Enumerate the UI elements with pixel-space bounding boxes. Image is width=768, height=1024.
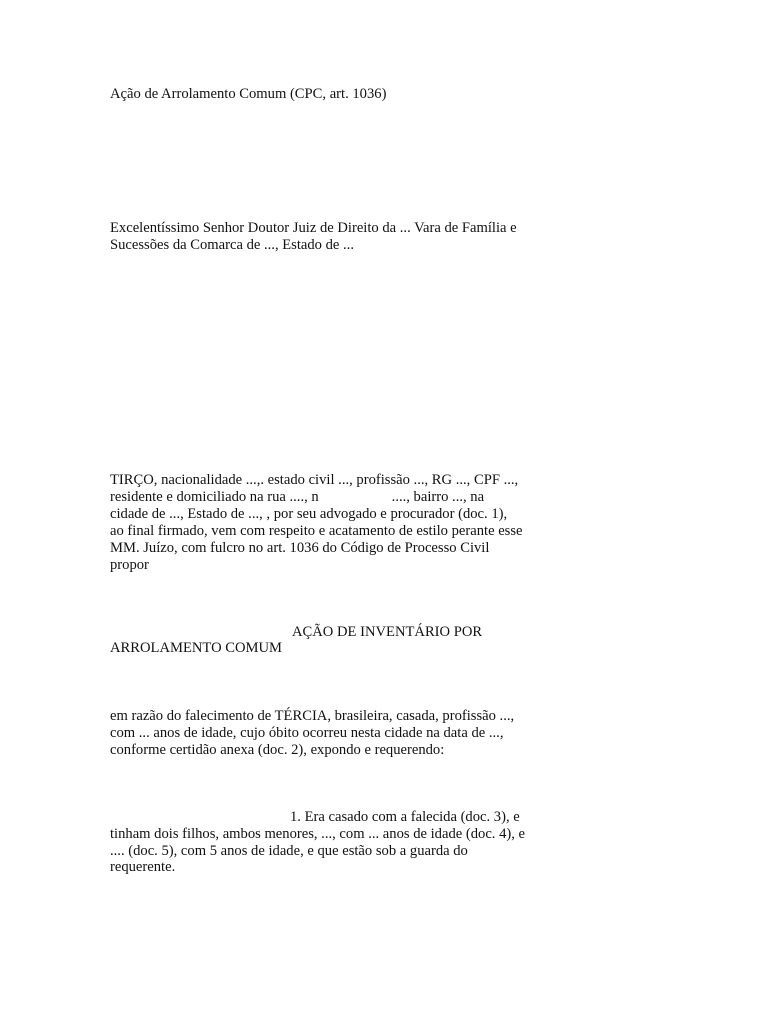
item-1-line: requerente. [110, 859, 176, 875]
qualification-line: MM. Juízo, com fulcro no art. 1036 do Código de Processo Civil [110, 540, 490, 556]
address-line: Excelentíssimo Senhor Doutor Juiz de Direito da ... Vara de Família e [110, 220, 517, 236]
action-title-line: AÇÃO DE INVENTÁRIO POR [292, 624, 483, 640]
address-line: Sucessões da Comarca de ..., Estado de ... [110, 237, 354, 253]
qualification-line: residente e domiciliado na rua ...., n ...., bairro ..., na [110, 489, 485, 505]
reason-line: conforme certidão anexa (doc. 2), expondo e requerendo: [110, 742, 445, 758]
document-heading: Ação de Arrolamento Comum (CPC, art. 1036) [110, 86, 387, 102]
action-title-line: ARROLAMENTO COMUM [110, 640, 283, 656]
reason-line: em razão do falecimento de TÉRCIA, brasileira, casada, profissão ..., [110, 708, 515, 724]
item-1-line: 1. Era casado com a falecida (doc. 3), e [290, 809, 520, 825]
reason-line: com ... anos de idade, cujo óbito ocorreu nesta cidade na data de ..., [110, 725, 504, 741]
qualification-line: propor [110, 557, 149, 573]
qualification-line: TIRÇO, nacionalidade ...,. estado civil ..., profissão ..., RG ..., CPF ..., [110, 472, 519, 488]
qualification-line: ao final firmado, vem com respeito e acatamento de estilo perante esse [110, 523, 523, 539]
item-1-line: .... (doc. 5), com 5 anos de idade, e que estão sob a guarda do [110, 843, 468, 859]
item-1-line: tinham dois filhos, ambos menores, ..., com ... anos de idade (doc. 4), e [110, 826, 526, 842]
qualification-line: cidade de ..., Estado de ..., , por seu advogado e procurador (doc. 1), [110, 506, 508, 522]
